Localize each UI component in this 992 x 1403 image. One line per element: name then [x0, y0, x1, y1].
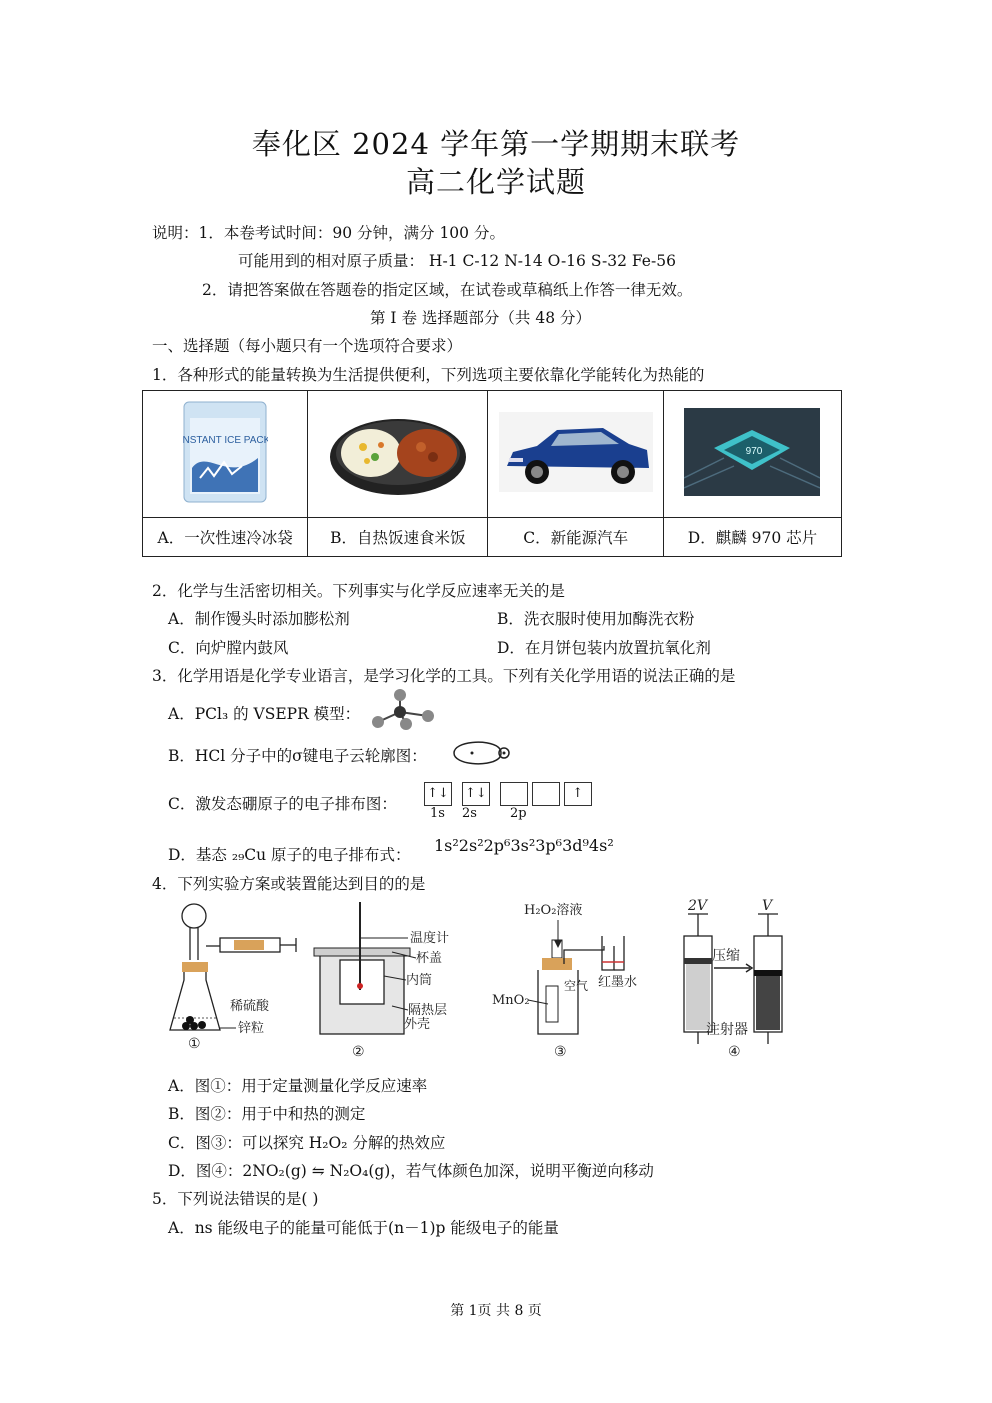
- cu-electron-config: 1s²2s²2p⁶3s²3p⁶3d⁹4s²: [434, 836, 614, 855]
- q1-cell-d-image: [663, 391, 841, 518]
- figure-2-calorimeter: [312, 900, 462, 1062]
- chip-label: 970: [746, 446, 763, 457]
- label-1s: 1s: [430, 806, 445, 821]
- fig4-syringe-label: 注射器: [706, 1022, 748, 1038]
- fig3-ink-label: 红墨水: [598, 975, 638, 990]
- q3-stem: 3．化学用语是化学专业语言，是学习化学的工具。下列有关化学用语的说法正确的是: [152, 667, 736, 685]
- q4-option-a: A．图①：用于定量测量化学反应速率: [168, 1077, 428, 1095]
- fig1-acid-label: 稀硫酸: [230, 999, 270, 1014]
- section-heading: 一、选择题（每小题只有一个选项符合要求）: [152, 337, 463, 355]
- q1-option-d: D．麒麟 970 芯片: [663, 518, 841, 557]
- q5-option-a: A．ns 能级电子的能量可能低于(n－1)p 能级电子的能量: [168, 1219, 559, 1237]
- fig2-insulation-label: 隔热层: [408, 1003, 448, 1018]
- fig2-outer-label: 外壳: [404, 1017, 431, 1032]
- part-title: 第 I 卷 选择题部分（共 48 分）: [370, 309, 591, 327]
- figure-1-flask-syringe: [160, 900, 310, 1050]
- fig4-v-label: V: [762, 898, 773, 914]
- fig4-number: ④: [728, 1044, 741, 1060]
- q2-option-d: D．在月饼包装内放置抗氧化剂: [497, 639, 711, 657]
- q5-stem: 5．下列说法错误的是( ): [152, 1190, 319, 1208]
- q2-option-b: B．洗衣服时使用加酶洗衣粉: [497, 610, 695, 628]
- fig3-number: ③: [554, 1044, 567, 1060]
- q1-cell-c-image: [488, 391, 664, 518]
- orbital-2p-2: [532, 782, 560, 806]
- instruction-line-1: 说明：1．本卷考试时间：90 分钟，满分 100 分。: [152, 224, 505, 242]
- ice-pack-photo: [182, 398, 268, 506]
- fig3-mno2-label: MnO₂: [492, 993, 530, 1008]
- q3-option-d: D．基态 ₂₉Cu 原子的电子排布式：: [168, 846, 411, 864]
- orbital-2p-3: ↑: [564, 782, 592, 806]
- q4-option-b: B．图②：用于中和热的测定: [168, 1105, 366, 1123]
- sigma-bond-cloud-icon: [448, 737, 514, 769]
- q1-cell-a-image: [143, 391, 308, 518]
- figure-4-syringes: [672, 896, 792, 1060]
- q1-option-a: A．一次性速冷冰袋: [143, 518, 308, 557]
- orbital-1s: ↑↓: [424, 782, 452, 806]
- fig1-number: ①: [188, 1036, 201, 1050]
- fig2-lid-label: 杯盖: [416, 951, 443, 966]
- fig4-2v-label: 2V: [688, 898, 708, 914]
- q1-option-b: B．自热饭速食米饭: [308, 518, 488, 557]
- self-heating-rice-photo: [327, 407, 469, 497]
- q2-stem: 2．化学与生活密切相关。下列事实与化学反应速率无关的是: [152, 582, 565, 600]
- q1-cell-b-image: [308, 391, 488, 518]
- chip-photo: [684, 408, 820, 496]
- q1-option-c: C．新能源汽车: [488, 518, 664, 557]
- fig2-number: ②: [352, 1044, 365, 1060]
- exam-subtitle: 高二化学试题: [405, 165, 586, 199]
- boron-orbital-diagram: [424, 782, 591, 822]
- instruction-atomic-masses: 可能用到的相对原子质量： H-1 C-12 N-14 O-16 S-32 Fe-56: [238, 252, 676, 270]
- q3-option-a: A．PCl₃ 的 VSEPR 模型：: [168, 705, 361, 723]
- q4-stem: 4．下列实验方案或装置能达到目的的是: [152, 875, 426, 893]
- label-2s: 2s: [462, 806, 477, 821]
- instruction-line-2: 2．请把答案做在答题卷的指定区域，在试卷或草稿纸上作答一律无效。: [202, 281, 693, 299]
- fig1-zinc-label: 锌粒: [238, 1021, 265, 1036]
- fig2-inner-label: 内筒: [406, 973, 433, 988]
- exam-title: 奉化区 2024 学年第一学期期末联考: [251, 127, 741, 161]
- q3-option-b: B．HCl 分子中的σ键电子云轮廓图：: [168, 747, 427, 765]
- pcl3-vsepr-model-icon: [366, 686, 438, 730]
- q4-option-d: D．图④：2NO₂(g) ⇋ N₂O₄(g)，若气体颜色加深，说明平衡逆向移动: [168, 1162, 654, 1180]
- page-footer: 第 1页 共 8 页: [450, 1303, 542, 1319]
- fig3-air-label: 空气: [564, 979, 589, 993]
- orbital-2s: ↑↓: [462, 782, 490, 806]
- q2-option-a: A．制作馒头时添加膨松剂: [168, 610, 350, 628]
- fig2-thermometer-label: 温度计: [410, 931, 450, 946]
- label-2p: 2p: [510, 806, 527, 821]
- q1-table: [142, 390, 842, 557]
- fig3-h2o2-label: H₂O₂溶液: [524, 903, 583, 918]
- fig4-compress-label: 压缩: [712, 948, 740, 964]
- q2-option-c: C．向炉膛内鼓风: [168, 639, 289, 657]
- figure-3-h2o2-apparatus: [492, 900, 652, 1062]
- ice-pack-label: INSTANT ICE PACK: [182, 435, 269, 446]
- q3-option-c: C．激发态硼原子的电子排布图：: [168, 795, 397, 813]
- q4-option-c: C．图③：可以探究 H₂O₂ 分解的热效应: [168, 1134, 446, 1152]
- orbital-2p-1: [500, 782, 528, 806]
- q1-stem: 1．各种形式的能量转换为生活提供便利，下列选项主要依靠化学能转化为热能的: [152, 366, 705, 384]
- new-energy-car-photo: [499, 412, 653, 492]
